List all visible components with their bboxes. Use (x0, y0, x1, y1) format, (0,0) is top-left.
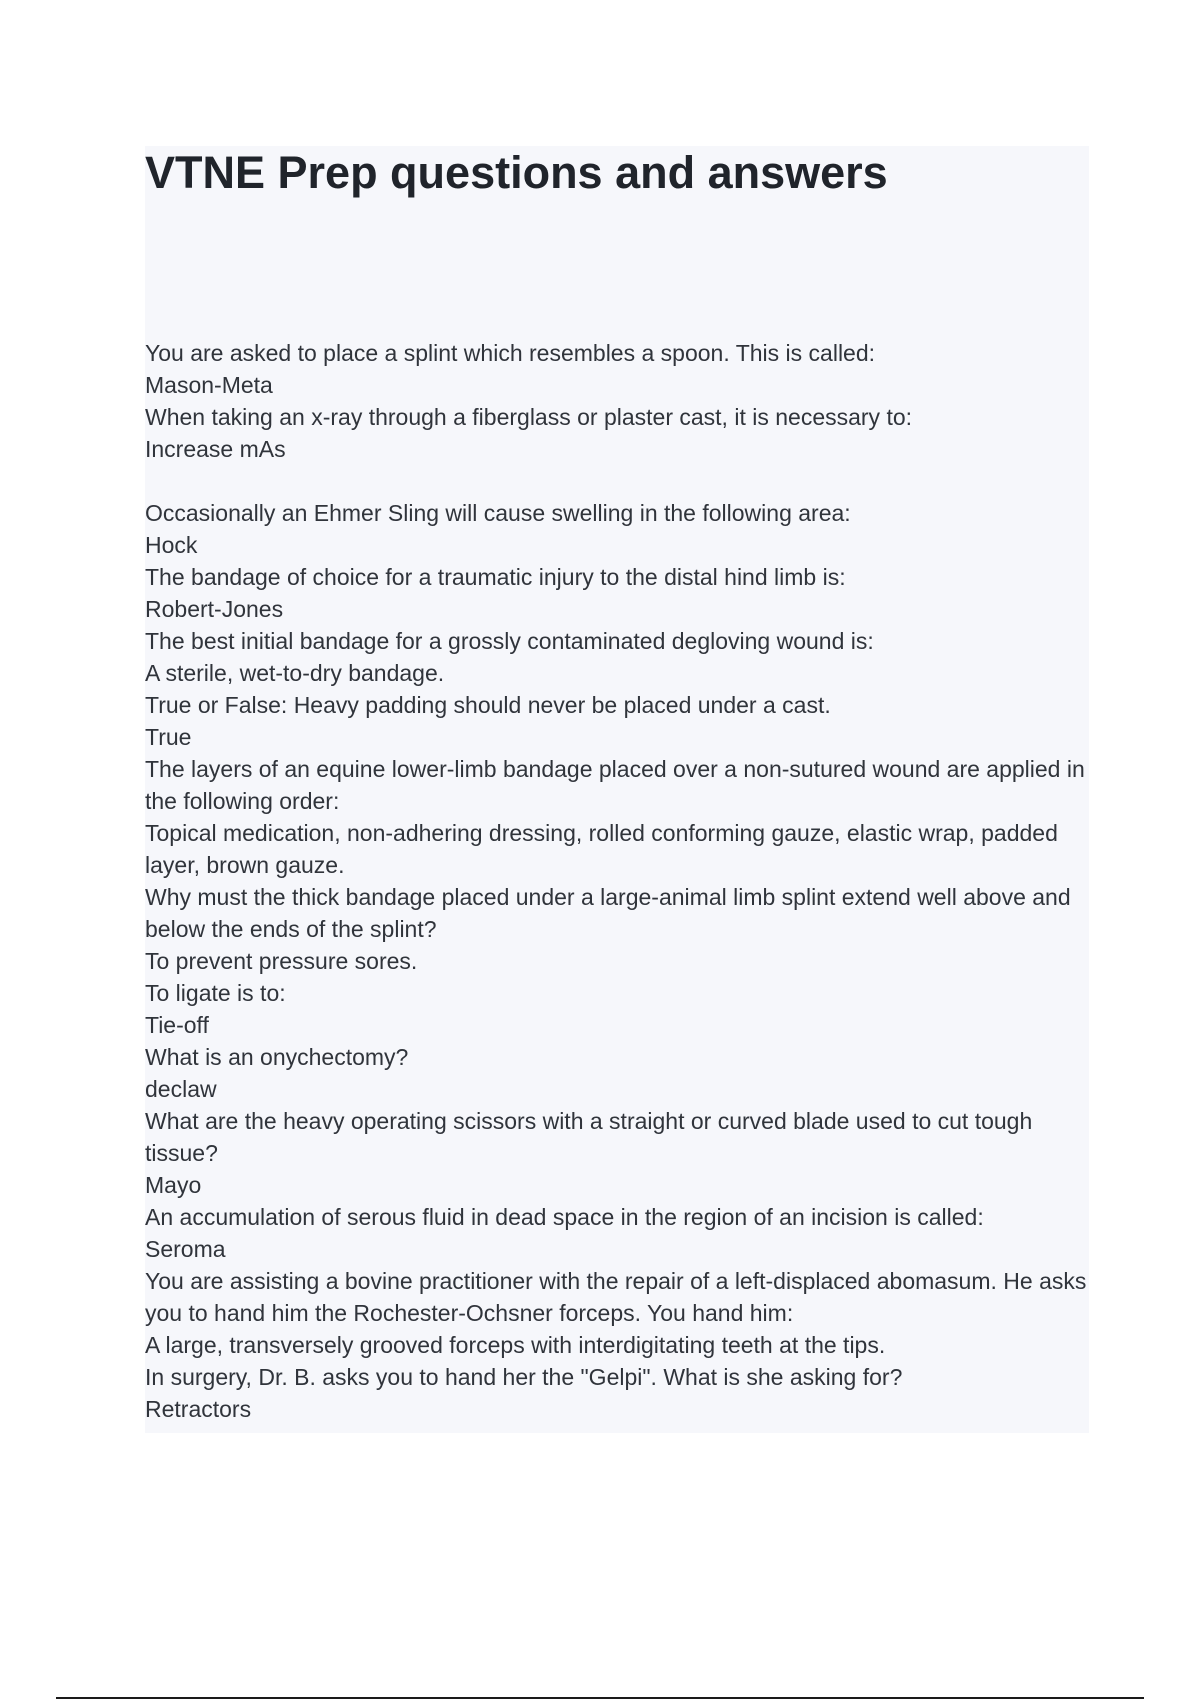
qa-item (145, 1105, 1089, 1201)
answer-text: Topical medication, non-adhering dressing, rolled conforming gauze, elastic wrap, padded layer, brown gauze. (145, 820, 1058, 878)
question-text: What is an onychectomy? (145, 1044, 409, 1070)
qa-item (145, 1265, 1089, 1361)
answer-text: Increase mAs (145, 436, 286, 462)
answer-text: Hock (145, 532, 198, 558)
question-text: True or False: Heavy padding should never be placed under a cast. (145, 692, 831, 718)
answer-text: To prevent pressure sores. (145, 948, 418, 974)
qa-item (145, 337, 1089, 401)
question-text: Occasionally an Ehmer Sling will cause swelling in the following area: (145, 500, 851, 526)
answer-text: declaw (145, 1076, 217, 1102)
qa-item (145, 1201, 1089, 1265)
answer-text: Seroma (145, 1236, 226, 1262)
question-text: Why must the thick bandage placed under a large-animal limb splint extend well above and below the ends of the splint? (145, 884, 1071, 942)
question-text: The layers of an equine lower-limb bandage placed over a non-sutured wound are applied in the following order: (145, 756, 1085, 814)
page-title: VTNE Prep questions and answers (145, 147, 888, 198)
question-text: What are the heavy operating scissors with a straight or curved blade used to cut tough tissue? (145, 1108, 1033, 1166)
question-text: When taking an x-ray through a fiberglass or plaster cast, it is necessary to: (145, 404, 913, 430)
answer-text: A sterile, wet-to-dry bandage. (145, 660, 445, 686)
qa-item (145, 561, 1089, 625)
answer-text: Mason-Meta (145, 372, 273, 398)
footer-divider (56, 1697, 1144, 1699)
answer-text: A large, transversely grooved forceps with interdigitating teeth at the tips. (145, 1332, 886, 1358)
qa-item (145, 625, 1089, 689)
answer-text: Mayo (145, 1172, 202, 1198)
answer-text: Robert-Jones (145, 596, 284, 622)
qa-item (145, 881, 1089, 977)
answer-text: Retractors (145, 1396, 252, 1422)
question-text: You are asked to place a splint which resembles a spoon. This is called: (145, 340, 876, 366)
question-text: To ligate is to: (145, 980, 286, 1006)
qa-item (145, 1041, 1089, 1105)
answer-text: Tie-off (145, 1012, 209, 1038)
qa-item (145, 497, 1089, 561)
question-text: In surgery, Dr. B. asks you to hand her the "Gelpi". What is she asking for? (145, 1364, 903, 1390)
question-text: You are assisting a bovine practitioner with the repair of a left-displaced abomasum. He asks you to hand him the Rochester-Ochsner forceps. You hand him: (145, 1268, 1087, 1326)
answer-text: True (145, 724, 192, 750)
question-text: The best initial bandage for a grossly contaminated degloving wound is: (145, 628, 874, 654)
question-text: An accumulation of serous fluid in dead space in the region of an incision is called: (145, 1204, 984, 1230)
qa-list (145, 337, 1089, 1425)
qa-item (145, 401, 1089, 465)
qa-item (145, 977, 1089, 1041)
qa-item (145, 753, 1089, 881)
question-text: The bandage of choice for a traumatic injury to the distal hind limb is: (145, 564, 846, 590)
qa-item (145, 1361, 1089, 1425)
qa-item (145, 689, 1089, 753)
